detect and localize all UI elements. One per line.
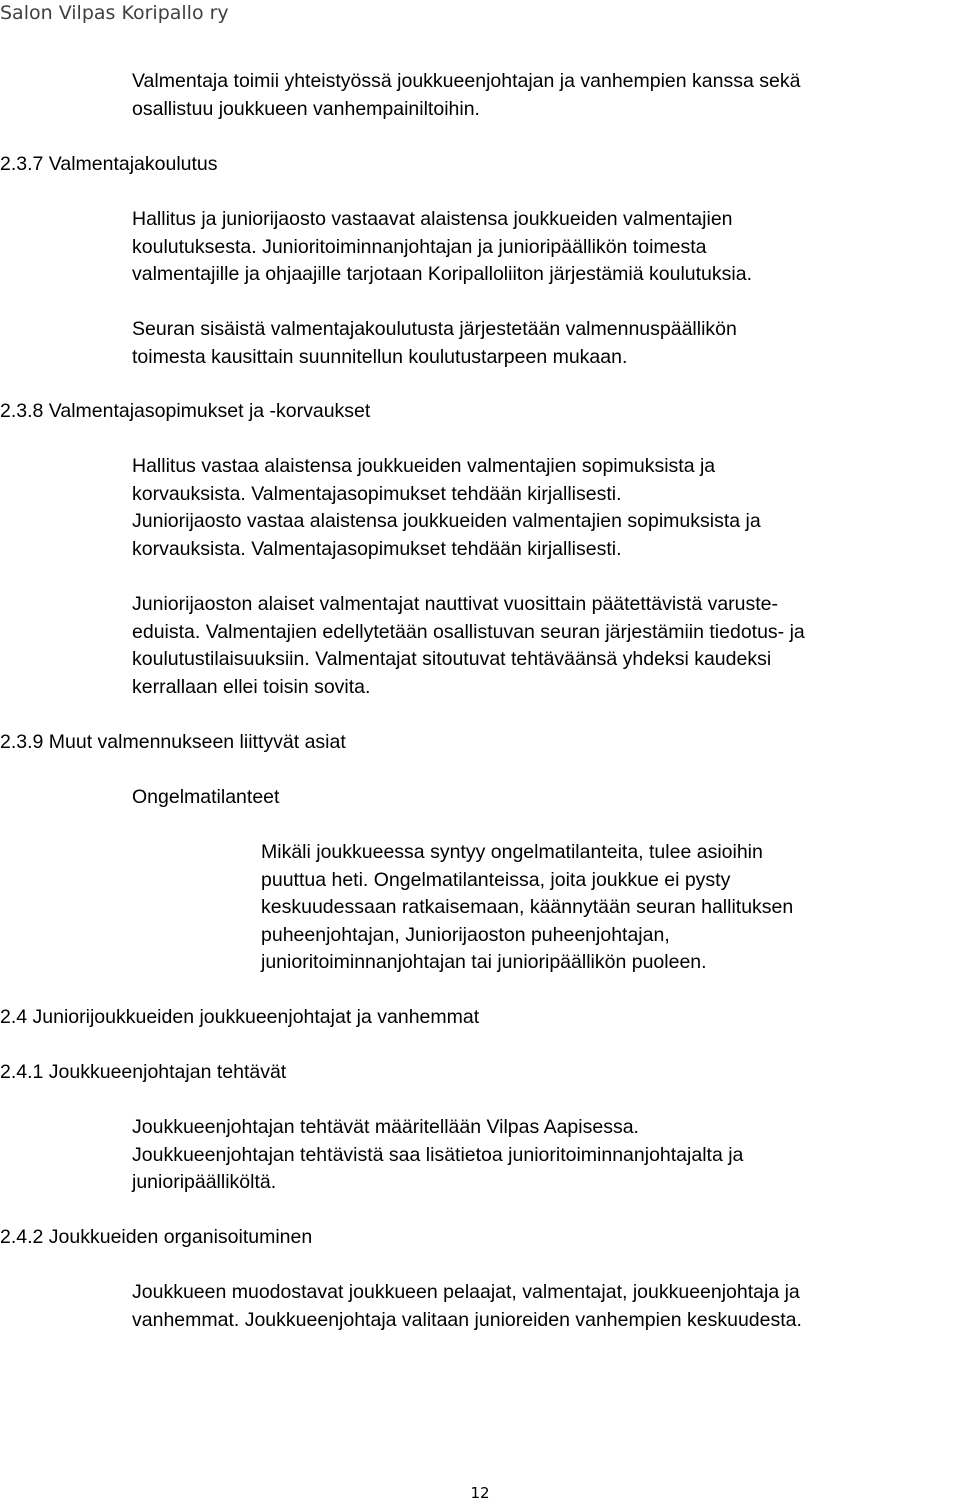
text-line: vanhemmat. Joukkueenjohtaja valitaan junioreiden vanhempien keskuudesta. — [132, 1308, 802, 1331]
text-line: eduista. Valmentajien edellytetään osallistuvan seuran järjestämiin tiedotus- ja — [132, 620, 805, 643]
page-number: 12 — [470, 1484, 490, 1502]
paragraph-varuste-edut — [132, 591, 958, 701]
text-line: Joukkueen muodostavat joukkueen pelaajat, valmentajat, joukkueenjohtaja ja — [132, 1281, 800, 1303]
paragraph-sopimukset — [132, 453, 958, 563]
paragraph-joukkueenjohtajan-tehtavat — [132, 1114, 958, 1197]
section-heading-2-3-9: 2.3.9 Muut valmennukseen liittyvät asiat — [0, 731, 346, 753]
section-heading-2-4-2: 2.4.2 Joukkueiden organisoituminen — [0, 1226, 313, 1248]
text-line: Valmentaja toimii yhteistyössä joukkueenjohtajan ja vanhempien kanssa sekä — [132, 70, 801, 92]
text-line: toimesta kausittain suunnitellun koulutustarpeen mukaan. — [132, 345, 628, 368]
text-line: puheenjohtajan, Juniorijaoston puheenjohtajan, — [261, 923, 670, 946]
text-line: Mikäli joukkueessa syntyy ongelmatilanteita, tulee asioihin — [261, 841, 763, 863]
text-line: koulutuksesta. Junioritoiminnanjohtajan ja junioripäällikön toimesta — [132, 235, 707, 258]
text-line: valmentajille ja ohjaajille tarjotaan Koripalloliiton järjestämiä koulutuksia. — [132, 263, 752, 286]
paragraph-valmentaja-yhteistyo — [132, 68, 958, 123]
text-line: Juniorijaosto vastaa alaistensa joukkueiden valmentajien sopimuksista ja — [132, 510, 761, 533]
paragraph-ongelmatilanteet — [261, 839, 958, 977]
text-line: Hallitus ja juniorijaosto vastaavat alaistensa joukkueiden valmentajien — [132, 208, 733, 230]
text-line: Seuran sisäistä valmentajakoulutusta järjestetään valmennuspäällikön — [132, 318, 737, 340]
text-line: Joukkueenjohtajan tehtävät määritellään Vilpas Aapisessa. — [132, 1116, 639, 1138]
section-heading-2-3-7: 2.3.7 Valmentajakoulutus — [0, 153, 218, 175]
text-line: keskuudessaan ratkaisemaan, käännytään seuran hallituksen — [261, 896, 794, 919]
section-heading-2-3-8: 2.3.8 Valmentajasopimukset ja -korvaukset — [0, 400, 371, 422]
section-heading-2-4: 2.4 Juniorijoukkueiden joukkueenjohtajat ja vanhemmat — [0, 1006, 480, 1028]
paragraph-seuran-koulutus — [132, 316, 958, 371]
text-line: koulutustilaisuuksiin. Valmentajat sitoutuvat tehtäväänsä yhdeksi kaudeksi — [132, 648, 772, 671]
paragraph-hallitus-koulutus — [132, 206, 958, 289]
text-line: puuttua heti. Ongelmatilanteissa, joita joukkue ei pysty — [261, 868, 731, 891]
subheading-ongelmatilanteet: Ongelmatilanteet — [132, 786, 280, 808]
section-heading-2-4-1: 2.4.1 Joukkueenjohtajan tehtävät — [0, 1061, 287, 1083]
text-line: korvauksista. Valmentajasopimukset tehdään kirjallisesti. — [132, 482, 622, 505]
text-line: junioritoiminnanjohtajan tai junioripäällikön puoleen. — [261, 951, 707, 974]
paragraph-organisoituminen — [132, 1279, 958, 1334]
text-line: kerrallaan ellei toisin sovita. — [132, 675, 371, 698]
text-line: osallistuu joukkueen vanhempainiltoihin. — [132, 97, 480, 120]
text-line: Hallitus vastaa alaistensa joukkueiden valmentajien sopimuksista ja — [132, 455, 716, 477]
document-header: Salon Vilpas Koripallo ry — [0, 2, 229, 24]
text-line: Joukkueenjohtajan tehtävistä saa lisätietoa junioritoiminnanjohtajalta ja — [132, 1143, 744, 1166]
text-line: junioripäälliköltä. — [132, 1171, 277, 1194]
text-line: korvauksista. Valmentajasopimukset tehdään kirjallisesti. — [132, 537, 622, 560]
text-line: Juniorijaoston alaiset valmentajat nauttivat vuosittain päätettävistä varuste- — [132, 593, 779, 615]
